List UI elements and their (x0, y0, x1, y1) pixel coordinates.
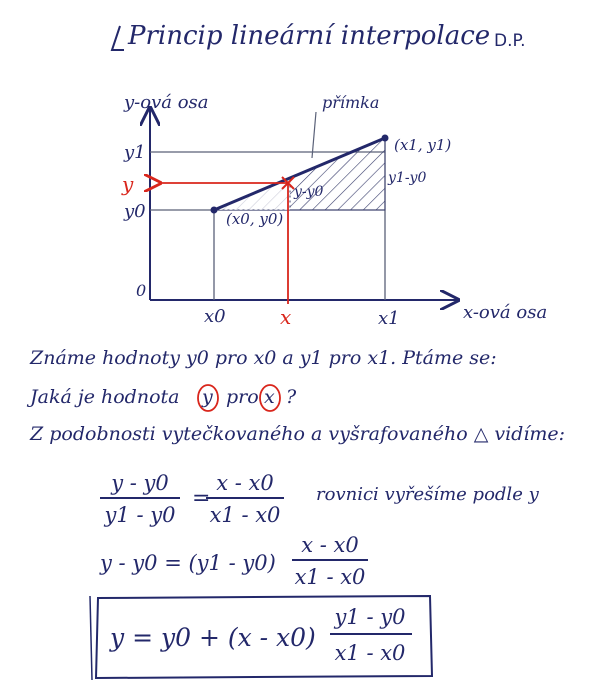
eq1-numerator-left: y - y0 (111, 471, 169, 495)
tick-x1: x1 (378, 308, 400, 329)
title-bracket-mark (112, 26, 124, 50)
y-axis-label: y-ová osa (124, 92, 209, 113)
eq2-left: y - y0 = (y1 - y0) (100, 551, 276, 575)
small-height-label: y-y0 (294, 184, 324, 200)
eq2-denominator: x1 - x0 (294, 565, 366, 589)
text-line-2 (26, 385, 297, 411)
x-axis-label: x-ová osa (463, 302, 548, 323)
large-height-label: y1-y0 (388, 170, 427, 186)
eq3-left: y = y0 + (x - x0) (110, 623, 316, 652)
equation-1 (100, 471, 540, 527)
eq3-numerator: y1 - y0 (334, 605, 406, 629)
line-label-pointer (312, 112, 316, 158)
eq3-denominator: x1 - x0 (334, 641, 406, 665)
tick-y1: y1 (124, 142, 146, 163)
point-1-dot (382, 135, 389, 142)
text-line-2-c: ? (286, 386, 297, 408)
tick-y0: y0 (124, 201, 146, 222)
point-1-label: (x1, y1) (394, 136, 452, 154)
eq1-denominator-left: y1 - y0 (104, 503, 176, 527)
tick-x: x (280, 305, 292, 329)
tick-x0: x0 (204, 306, 226, 327)
eq2-numerator: x - x0 (301, 533, 359, 557)
text-line-2-a: Jaká je hodnota (30, 386, 180, 408)
result-box-double-edge (90, 596, 92, 680)
text-line-1: Známe hodnoty y0 pro x0 a y1 pro x1. Ptáme se: (30, 347, 497, 369)
point-0-label: (x0, y0) (226, 210, 284, 228)
text-line-2-y: y (202, 386, 213, 408)
solve-note: rovnici vyřešíme podle y (316, 484, 539, 505)
equation-3-boxed (90, 596, 432, 680)
origin-label: 0 (136, 281, 147, 300)
line-label: přímka (322, 93, 380, 112)
eq1-equals: = (192, 486, 211, 511)
text-line-3: Z podobnosti vytečkovaného a vyšrafovaného △ vidíme: (30, 423, 566, 445)
equation-2 (99, 533, 368, 589)
eq1-numerator-right: x - x0 (216, 471, 274, 495)
text-line-2-b: pro (226, 386, 259, 408)
tick-y: y (122, 172, 134, 196)
point-0-dot (211, 207, 218, 214)
page-title: Princip lineární interpolace (128, 21, 491, 51)
author-initials: D.P. (494, 31, 526, 51)
eq1-denominator-right: x1 - x0 (209, 503, 281, 527)
text-line-2-x: x (264, 386, 275, 408)
